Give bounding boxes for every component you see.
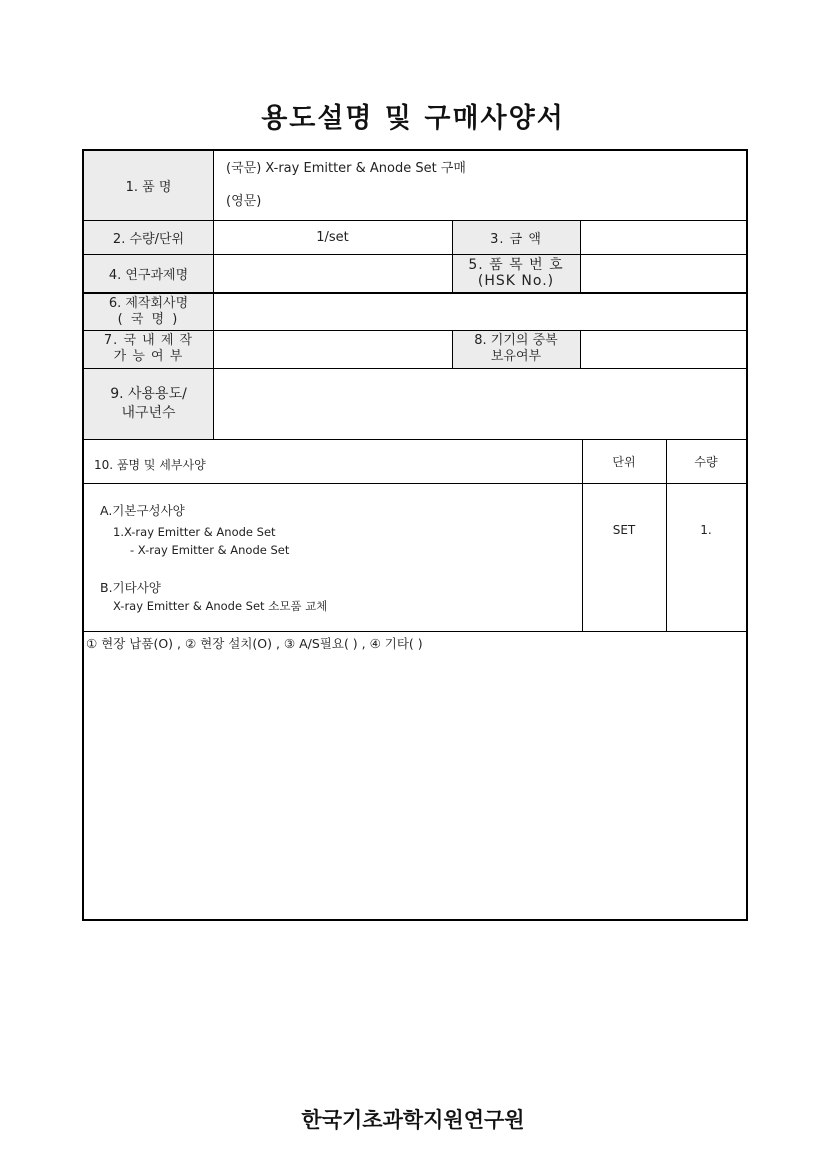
item-a1-sub: - X-ray Emitter & Anode Set bbox=[130, 543, 290, 557]
grid-line bbox=[84, 483, 746, 484]
project-label: 4. 연구과제명 bbox=[84, 254, 213, 292]
hsk-value bbox=[580, 254, 746, 292]
grid-line bbox=[84, 368, 746, 369]
grid-line bbox=[84, 439, 746, 440]
item-name-korean: (국문) X-ray Emitter & Anode Set 구매 bbox=[226, 161, 466, 176]
item-name-value bbox=[213, 151, 746, 220]
institution-name: 한국기초과학지원연구원 bbox=[301, 1108, 525, 1132]
document-title: 용도설명 및 구매사양서 bbox=[261, 103, 565, 134]
section-a-title: A.기본구성사양 bbox=[100, 503, 185, 518]
item-name-english: (영문) bbox=[226, 194, 262, 209]
grid-line bbox=[582, 439, 583, 631]
grid-line bbox=[84, 631, 746, 632]
spec-qty-value: 1. bbox=[700, 523, 712, 537]
grid-line bbox=[580, 220, 581, 292]
grid-line bbox=[213, 151, 214, 439]
grid-line bbox=[452, 220, 453, 292]
spec-form bbox=[82, 149, 748, 921]
grid-line bbox=[580, 330, 581, 368]
domestic-label: 7. 국 내 제 작 가 능 여 부 bbox=[84, 330, 213, 368]
spec-header-qty: 수량 bbox=[694, 454, 718, 469]
grid-line bbox=[666, 439, 667, 631]
duplicate-value bbox=[580, 330, 746, 368]
quantity-value: 1/set bbox=[316, 229, 349, 245]
quantity-label: 2. 수량/단위 bbox=[84, 220, 213, 254]
maker-value bbox=[213, 293, 746, 330]
delivery-notes: ① 현장 납품(O) , ② 현장 설치(O) , ③ A/S필요( ) , ④ 기타( ) bbox=[86, 636, 423, 651]
amount-label: 3. 금 액 bbox=[452, 220, 580, 254]
duplicate-label: 8. 기기의 중복 보유여부 bbox=[452, 330, 580, 368]
usage-label: 9. 사용용도/ 내구년수 bbox=[84, 368, 213, 439]
spec-header-name: 10. 품명 및 세부사양 bbox=[94, 458, 206, 472]
project-value bbox=[213, 254, 452, 292]
item-b1: X-ray Emitter & Anode Set 소모품 교체 bbox=[113, 599, 328, 613]
spec-header-unit: 단위 bbox=[612, 454, 636, 469]
maker-label: 6. 제작회사명 ( 국 명 ) bbox=[84, 293, 213, 330]
spec-unit-value: SET bbox=[612, 523, 636, 537]
item-a1: 1.X-ray Emitter & Anode Set bbox=[113, 525, 276, 539]
usage-value bbox=[213, 368, 746, 439]
spec-body bbox=[84, 483, 582, 631]
domestic-value bbox=[213, 330, 452, 368]
grid-line bbox=[84, 254, 746, 255]
grid-line bbox=[84, 292, 746, 294]
hsk-label: 5. 품 목 번 호 (HSK No.) bbox=[452, 254, 580, 292]
grid-line bbox=[452, 330, 453, 368]
grid-line bbox=[84, 220, 746, 221]
section-b-title: B.기타사양 bbox=[100, 580, 161, 595]
amount-value bbox=[580, 220, 746, 254]
item-name-label: 1. 품 명 bbox=[84, 151, 213, 220]
grid-line bbox=[84, 330, 746, 331]
